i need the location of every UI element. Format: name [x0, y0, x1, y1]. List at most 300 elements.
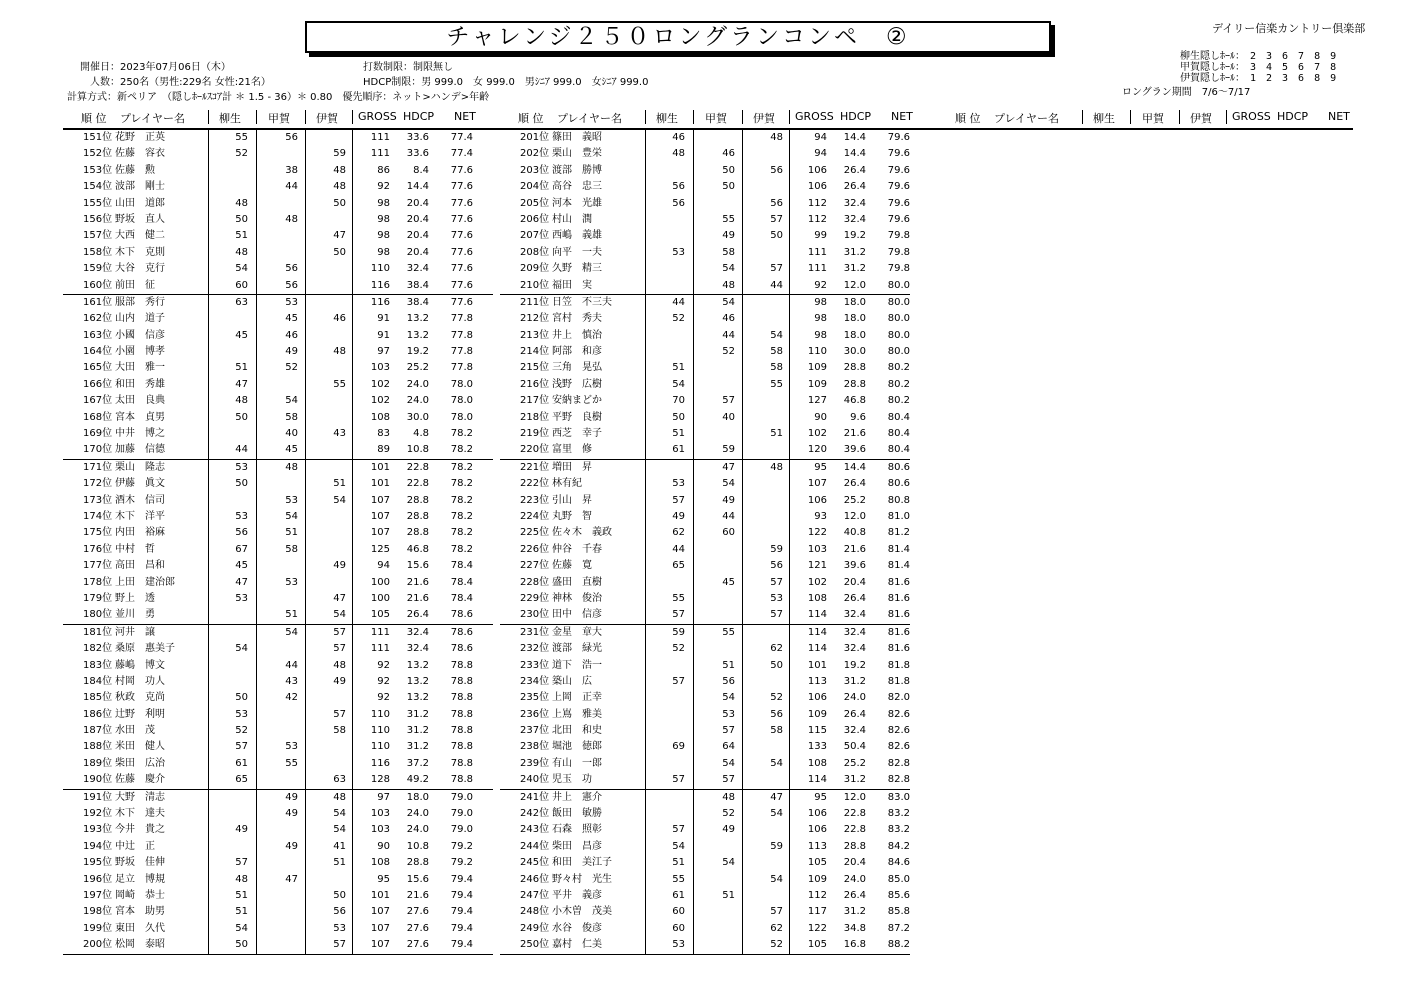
iga-score: 59 [333, 148, 346, 160]
player-name: 引山 昇 [552, 494, 592, 506]
rank-cell: 200位 [83, 939, 113, 951]
rank-cell: 151位 [83, 132, 113, 143]
rank-cell: 236位 [520, 708, 550, 720]
player-name: 富里 修 [552, 444, 592, 456]
koka-score: 54 [722, 857, 735, 869]
table-row [500, 822, 910, 838]
rank-cell: 171位 [83, 461, 113, 473]
koka-score: 49 [285, 840, 298, 852]
rank-cell: 162位 [83, 313, 113, 325]
rank-cell: 243位 [520, 824, 550, 836]
hdcp-value: 25.2 [406, 362, 429, 374]
player-name: 大谷 克行 [115, 263, 165, 275]
table-row [500, 196, 910, 212]
yagyu-score: 55 [672, 873, 685, 885]
yagyu-score: 48 [235, 873, 248, 885]
gross-score: 112 [807, 889, 827, 901]
hdcp-value: 31.2 [406, 741, 429, 753]
ranking-column-1 [63, 130, 493, 955]
gross-score: 113 [807, 675, 827, 687]
net-score: 80.8 [887, 494, 910, 506]
hdcp-value: 28.8 [406, 510, 429, 522]
rank-cell: 234位 [520, 675, 550, 687]
yagyu-score: 56 [672, 197, 685, 209]
player-name: 北田 和史 [552, 725, 602, 737]
koka-score: 44 [722, 510, 735, 522]
rank-cell: 239位 [520, 757, 550, 769]
yagyu-score: 60 [235, 279, 248, 291]
iga-score: 57 [333, 626, 346, 638]
gross-score: 106 [807, 181, 827, 193]
yagyu-score: 56 [235, 527, 248, 539]
net-score: 78.0 [450, 378, 473, 390]
table-row [63, 179, 493, 195]
table-row [500, 641, 910, 657]
player-name: 安納まどか [552, 395, 602, 407]
hidden-holes-iga: 伊賀隠しﾎｰﾙ： 1 2 3 6 8 9 [1180, 73, 1337, 84]
iga-score: 54 [333, 494, 346, 506]
rank-cell: 231位 [520, 626, 550, 638]
rank-cell: 224位 [520, 510, 550, 522]
koka-score: 54 [722, 296, 735, 308]
rank-cell: 203位 [520, 164, 550, 176]
net-score: 78.8 [450, 774, 473, 786]
gross-score: 116 [370, 279, 390, 291]
yagyu-score: 51 [235, 889, 248, 901]
hdcp-value: 38.4 [406, 279, 429, 291]
iga-score: 57 [770, 213, 783, 225]
rank-cell: 214位 [520, 346, 550, 358]
net-score: 81.6 [887, 609, 910, 621]
koka-score: 49 [285, 346, 298, 358]
player-name: 桑原 惠美子 [115, 643, 175, 655]
gross-score: 103 [370, 824, 390, 836]
hdcp-value: 28.8 [843, 362, 866, 374]
iga-score: 57 [770, 263, 783, 275]
table-header-2: 順 位 プレイヤー名 柳生 甲賀 伊賀 GROSS HDCP NET [518, 110, 913, 125]
iga-score: 50 [770, 659, 783, 671]
net-score: 77.6 [450, 197, 473, 209]
gross-score: 114 [807, 774, 827, 786]
rank-cell: 240位 [520, 774, 550, 786]
table-row [63, 641, 493, 657]
gross-score: 107 [370, 906, 390, 918]
gross-score: 102 [807, 576, 827, 588]
table-row [63, 245, 493, 261]
rank-cell: 242位 [520, 808, 550, 820]
yagyu-score: 61 [235, 757, 248, 769]
yagyu-score: 53 [235, 510, 248, 522]
hdcp-value: 14.4 [843, 148, 866, 160]
player-name: 今井 貴之 [115, 824, 165, 836]
hdcp-value: 14.4 [843, 461, 866, 473]
hdcp-value: 15.6 [406, 873, 429, 885]
hdcp-value: 32.4 [843, 725, 866, 737]
table-row [500, 212, 910, 228]
yagyu-score: 44 [235, 444, 248, 456]
rank-cell: 211位 [520, 296, 550, 308]
net-score: 78.8 [450, 675, 473, 687]
hdcp-value: 40.8 [843, 527, 866, 539]
koka-score: 49 [285, 808, 298, 820]
player-name: 大西 健二 [115, 230, 165, 242]
calc-method: 計算方式：新ペリア （隠しﾎｰﾙｽｺｱ計 ＊ 1.5 - 36）＊ 0.80 優先順序：ネット>ハンデ>年齢 [67, 92, 490, 103]
gross-score: 109 [807, 362, 827, 374]
rank-cell: 160位 [83, 279, 113, 291]
stroke-limit: 打数制限：制限無し [363, 62, 453, 73]
gross-score: 103 [370, 808, 390, 820]
hdcp-value: 39.6 [843, 444, 866, 456]
iga-score: 54 [333, 824, 346, 836]
iga-score: 58 [770, 346, 783, 358]
hdcp-value: 19.2 [843, 659, 866, 671]
table-row [63, 756, 493, 772]
player-name: 栗山 隆志 [115, 461, 165, 473]
yagyu-score: 44 [672, 543, 685, 555]
player-name: 宮本 助男 [115, 906, 165, 918]
gross-score: 116 [370, 296, 390, 308]
gross-score: 103 [370, 362, 390, 374]
rank-cell: 213位 [520, 329, 550, 341]
hdcp-value: 46.8 [843, 395, 866, 407]
row-group [63, 790, 493, 955]
koka-score: 44 [285, 181, 298, 193]
player-name: 太田 良典 [115, 395, 165, 407]
rank-cell: 223位 [520, 494, 550, 506]
rank-cell: 226位 [520, 543, 550, 555]
rank-cell: 176位 [83, 543, 113, 555]
rank-cell: 189位 [83, 757, 113, 769]
table-row [500, 344, 910, 360]
player-name: 山内 道子 [115, 313, 165, 325]
table-row [63, 228, 493, 244]
net-score: 81.2 [887, 527, 910, 539]
rank-cell: 197位 [83, 889, 113, 901]
hdcp-value: 31.2 [843, 263, 866, 275]
hdcp-value: 46.8 [406, 543, 429, 555]
net-score: 79.8 [887, 263, 910, 275]
rank-cell: 247位 [520, 889, 550, 901]
rank-cell: 180位 [83, 609, 113, 621]
iga-score: 52 [770, 692, 783, 704]
hdcp-value: 21.6 [406, 592, 429, 604]
iga-score: 48 [333, 659, 346, 671]
yagyu-score: 54 [235, 922, 248, 934]
player-name: 内田 裕麻 [115, 527, 165, 539]
net-score: 80.0 [887, 346, 910, 358]
table-row [63, 509, 493, 525]
koka-score: 59 [722, 444, 735, 456]
hdcp-value: 32.4 [843, 609, 866, 621]
player-name: 児玉 功 [552, 774, 592, 786]
yagyu-score: 60 [672, 922, 685, 934]
rank-cell: 178位 [83, 576, 113, 588]
net-score: 80.2 [887, 378, 910, 390]
hdcp-value: 33.6 [406, 148, 429, 160]
yagyu-score: 53 [672, 478, 685, 490]
table-row [500, 525, 910, 541]
net-score: 78.6 [450, 643, 473, 655]
yagyu-score: 50 [235, 213, 248, 225]
row-group [63, 460, 493, 625]
table-row [500, 278, 910, 294]
rank-cell: 173位 [83, 494, 113, 506]
rank-cell: 166位 [83, 378, 113, 390]
net-score: 81.6 [887, 576, 910, 588]
gross-score: 94 [377, 560, 390, 572]
hdcp-value: 38.4 [406, 296, 429, 308]
gross-score: 91 [377, 313, 390, 325]
rank-cell: 201位 [520, 132, 550, 143]
iga-score: 62 [770, 922, 783, 934]
table-row [63, 460, 493, 476]
gross-score: 111 [370, 148, 390, 160]
table-row [500, 130, 910, 146]
table-row [63, 790, 493, 806]
net-score: 77.4 [450, 148, 473, 160]
yagyu-score: 51 [672, 857, 685, 869]
table-row [500, 690, 910, 706]
table-row [63, 937, 493, 953]
player-name: 佐々木 義政 [552, 527, 612, 539]
hdcp-value: 28.8 [843, 840, 866, 852]
gross-score: 89 [377, 444, 390, 456]
yagyu-score: 47 [235, 378, 248, 390]
gross-score: 95 [814, 791, 827, 803]
gross-score: 101 [807, 659, 827, 671]
yagyu-score: 51 [235, 906, 248, 918]
hdcp-value: 26.4 [843, 164, 866, 176]
yagyu-score: 60 [672, 906, 685, 918]
gross-score: 100 [370, 576, 390, 588]
rank-cell: 184位 [83, 675, 113, 687]
hdcp-value: 15.6 [406, 560, 429, 572]
rank-cell: 155位 [83, 197, 113, 209]
player-name: 野上 透 [115, 592, 155, 604]
net-score: 78.2 [450, 478, 473, 490]
koka-score: 46 [722, 148, 735, 160]
iga-score: 41 [333, 840, 346, 852]
net-score: 82.6 [887, 741, 910, 753]
koka-score: 58 [285, 411, 298, 423]
net-score: 77.6 [450, 164, 473, 176]
player-name: 西芝 幸子 [552, 428, 602, 440]
player-name: 飯田 敏勝 [552, 808, 602, 820]
net-score: 78.8 [450, 741, 473, 753]
koka-score: 55 [722, 213, 735, 225]
player-name: 中村 哲 [115, 543, 155, 555]
koka-score: 56 [285, 132, 298, 143]
table-row [63, 839, 493, 855]
hdcp-value: 4.8 [413, 428, 429, 440]
koka-score: 52 [285, 362, 298, 374]
hdcp-value: 10.8 [406, 840, 429, 852]
koka-score: 46 [285, 329, 298, 341]
table-row [500, 872, 910, 888]
hdcp-value: 27.6 [406, 939, 429, 951]
gross-score: 107 [370, 527, 390, 539]
table-row [500, 707, 910, 723]
hdcp-value: 49.2 [406, 774, 429, 786]
player-name: 東田 久代 [115, 922, 165, 934]
table-row [500, 146, 910, 162]
net-score: 80.4 [887, 411, 910, 423]
net-score: 80.2 [887, 362, 910, 374]
gross-score: 112 [807, 213, 827, 225]
net-score: 81.8 [887, 659, 910, 671]
hdcp-value: 20.4 [406, 213, 429, 225]
rank-cell: 190位 [83, 774, 113, 786]
iga-score: 54 [770, 873, 783, 885]
koka-score: 53 [285, 741, 298, 753]
player-name: 波部 剛士 [115, 181, 165, 193]
koka-score: 51 [722, 889, 735, 901]
gross-score: 107 [807, 478, 827, 490]
iga-score: 58 [770, 725, 783, 737]
koka-score: 54 [285, 395, 298, 407]
hdcp-value: 39.6 [843, 560, 866, 572]
iga-score: 59 [770, 840, 783, 852]
net-score: 80.4 [887, 428, 910, 440]
rank-cell: 209位 [520, 263, 550, 275]
koka-score: 43 [285, 675, 298, 687]
yagyu-score: 53 [672, 246, 685, 258]
hdcp-value: 26.4 [843, 181, 866, 193]
player-name: 佐藤 寛 [552, 560, 592, 572]
net-score: 82.6 [887, 725, 910, 737]
hdcp-value: 18.0 [843, 296, 866, 308]
gross-score: 110 [370, 708, 390, 720]
table-row [500, 410, 910, 426]
hdcp-value: 18.0 [406, 791, 429, 803]
gross-score: 109 [807, 708, 827, 720]
gross-score: 111 [807, 246, 827, 258]
player-name: 平野 良樹 [552, 411, 602, 423]
table-row [63, 591, 493, 607]
table-row [63, 377, 493, 393]
hdcp-value: 31.2 [406, 725, 429, 737]
net-score: 78.4 [450, 576, 473, 588]
yagyu-score: 45 [235, 329, 248, 341]
net-score: 78.2 [450, 444, 473, 456]
player-name: 石森 照彰 [552, 824, 602, 836]
koka-score: 56 [285, 263, 298, 275]
iga-score: 63 [333, 774, 346, 786]
koka-score: 51 [285, 527, 298, 539]
iga-score: 53 [770, 592, 783, 604]
yagyu-score: 44 [672, 296, 685, 308]
koka-score: 44 [722, 329, 735, 341]
koka-score: 47 [285, 873, 298, 885]
rank-cell: 199位 [83, 922, 113, 934]
player-name: 前田 征 [115, 279, 155, 291]
table-row [500, 163, 910, 179]
net-score: 79.4 [450, 939, 473, 951]
hdcp-value: 31.2 [406, 708, 429, 720]
net-score: 79.6 [887, 213, 910, 225]
hdcp-value: 21.6 [843, 543, 866, 555]
yagyu-score: 52 [672, 313, 685, 325]
yagyu-score: 53 [235, 592, 248, 604]
rank-cell: 205位 [520, 197, 550, 209]
player-name: 柴田 広治 [115, 757, 165, 769]
yagyu-score: 46 [672, 132, 685, 143]
hdcp-value: 20.4 [843, 857, 866, 869]
net-score: 79.0 [450, 824, 473, 836]
hdcp-value: 19.2 [406, 346, 429, 358]
yagyu-score: 51 [235, 230, 248, 242]
yagyu-score: 57 [672, 824, 685, 836]
net-score: 79.8 [887, 246, 910, 258]
player-name: 中井 博之 [115, 428, 165, 440]
gross-score: 100 [370, 592, 390, 604]
player-name: 水田 茂 [115, 725, 155, 737]
rank-cell: 194位 [83, 840, 113, 852]
yagyu-score: 50 [235, 692, 248, 704]
net-score: 78.2 [450, 428, 473, 440]
rank-cell: 188位 [83, 741, 113, 753]
table-row [63, 625, 493, 641]
rank-cell: 169位 [83, 428, 113, 440]
gross-score: 107 [370, 939, 390, 951]
koka-score: 54 [285, 626, 298, 638]
gross-score: 98 [377, 213, 390, 225]
hdcp-value: 22.8 [843, 824, 866, 836]
yagyu-score: 47 [235, 576, 248, 588]
player-name: 井上 憲介 [552, 791, 602, 803]
player-name: 和田 秀雄 [115, 378, 165, 390]
iga-score: 51 [333, 478, 346, 490]
table-row [63, 822, 493, 838]
player-name: 向平 一夫 [552, 246, 602, 258]
hdcp-value: 31.2 [843, 774, 866, 786]
hdcp-value: 34.8 [843, 922, 866, 934]
net-score: 77.6 [450, 213, 473, 225]
gross-score: 122 [807, 922, 827, 934]
iga-score: 47 [333, 230, 346, 242]
koka-score: 53 [285, 296, 298, 308]
table-row [63, 410, 493, 426]
rank-cell: 222位 [520, 478, 550, 490]
gross-score: 111 [370, 132, 390, 143]
iga-score: 47 [333, 592, 346, 604]
net-score: 82.0 [887, 692, 910, 704]
table-row [63, 888, 493, 904]
table-row [500, 739, 910, 755]
row-group [500, 130, 910, 295]
player-name: 野々村 光生 [552, 873, 612, 885]
koka-score: 38 [285, 164, 298, 176]
table-row [500, 393, 910, 409]
hdcp-value: 30.0 [406, 411, 429, 423]
iga-score: 56 [770, 164, 783, 176]
table-row [63, 921, 493, 937]
iga-score: 50 [333, 246, 346, 258]
gross-score: 90 [814, 411, 827, 423]
koka-score: 42 [285, 692, 298, 704]
hdcp-value: 24.0 [406, 395, 429, 407]
player-name: 水谷 俊彦 [552, 922, 602, 934]
player-name: 嘉村 仁美 [552, 939, 602, 951]
koka-score: 48 [722, 791, 735, 803]
player-name: 金星 章大 [552, 626, 602, 638]
player-name: 仲谷 千春 [552, 543, 602, 555]
rank-cell: 153位 [83, 164, 113, 176]
hdcp-value: 12.0 [843, 510, 866, 522]
iga-score: 43 [333, 428, 346, 440]
hdcp-value: 22.8 [406, 478, 429, 490]
table-row [63, 442, 493, 458]
